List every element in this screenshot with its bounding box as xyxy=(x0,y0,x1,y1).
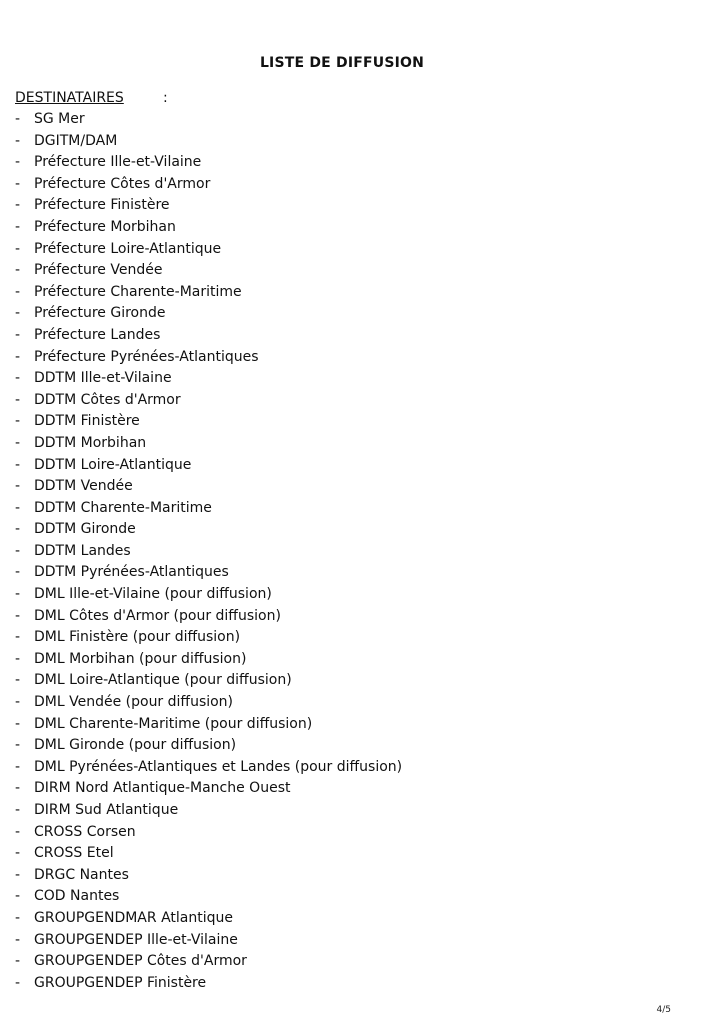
recipient-name: DML Morbihan (pour diffusion) xyxy=(34,650,247,667)
list-bullet: - xyxy=(15,499,21,516)
recipient-name: DML Charente-Maritime (pour diffusion) xyxy=(34,715,313,732)
list-bullet: - xyxy=(15,262,21,279)
list-bullet: - xyxy=(15,218,21,235)
page-number: 4/5 xyxy=(656,1005,671,1015)
list-bullet: - xyxy=(15,888,21,905)
list-bullet: - xyxy=(15,413,21,430)
list-bullet: - xyxy=(15,564,21,581)
recipient-name: DRGC Nantes xyxy=(34,866,129,883)
recipient-name: Préfecture Charente-Maritime xyxy=(34,283,242,300)
recipient-name: Préfecture Vendée xyxy=(34,262,163,279)
list-bullet: - xyxy=(15,780,21,797)
list-bullet: - xyxy=(15,542,21,559)
recipient-name: DML Gironde (pour diffusion) xyxy=(34,737,237,754)
recipient-name: COD Nantes xyxy=(34,888,120,905)
recipient-name: GROUPGENDEP Finistère xyxy=(34,974,207,991)
recipient-name: Préfecture Finistère xyxy=(34,197,170,214)
list-bullet: - xyxy=(15,694,21,711)
recipient-name: Préfecture Pyrénées-Atlantiques xyxy=(34,348,259,365)
recipient-name: DIRM Nord Atlantique-Manche Ouest xyxy=(34,780,291,797)
list-bullet: - xyxy=(15,521,21,538)
list-bullet: - xyxy=(15,478,21,495)
recipient-name: CROSS Etel xyxy=(34,845,114,862)
recipient-name: DDTM Ille-et-Vilaine xyxy=(34,370,172,387)
list-bullet: - xyxy=(15,111,21,127)
recipient-name: Préfecture Gironde xyxy=(34,305,166,322)
list-bullet: - xyxy=(15,391,21,408)
list-bullet: - xyxy=(15,953,21,970)
list-bullet: - xyxy=(15,607,21,624)
page-title: LISTE DE DIFFUSION xyxy=(259,55,425,71)
list-bullet: - xyxy=(15,326,21,343)
list-bullet: - xyxy=(15,758,21,775)
recipient-name: Préfecture Morbihan xyxy=(34,218,176,235)
list-bullet: - xyxy=(15,283,21,300)
recipient-name: DDTM Finistère xyxy=(34,413,140,430)
recipient-name: Préfecture Côtes d'Armor xyxy=(34,175,211,192)
list-bullet: - xyxy=(15,802,21,818)
recipient-name: DDTM Gironde xyxy=(34,521,136,538)
recipient-name: DML Ille-et-Vilaine (pour diffusion) xyxy=(34,586,272,603)
list-bullet: - xyxy=(15,845,21,862)
list-bullet: - xyxy=(15,672,21,689)
list-bullet: - xyxy=(15,154,21,171)
list-bullet: - xyxy=(15,456,21,473)
recipient-name: GROUPGENDMAR Atlantique xyxy=(34,909,233,926)
recipients-colon: : xyxy=(163,90,168,106)
recipient-name: DML Pyrénées-Atlantiques et Landes (pour diffusion) xyxy=(34,758,403,775)
recipient-name: DDTM Loire-Atlantique xyxy=(34,456,192,473)
list-bullet: - xyxy=(15,175,21,192)
list-bullet: - xyxy=(15,586,21,603)
list-bullet: - xyxy=(15,240,21,257)
recipient-name: GROUPGENDEP Ille-et-Vilaine xyxy=(34,931,238,948)
recipient-name: DDTM Landes xyxy=(34,542,131,559)
list-bullet: - xyxy=(15,434,21,451)
recipient-name: DML Côtes d'Armor (pour diffusion) xyxy=(34,607,281,624)
recipients-label: DESTINATAIRES xyxy=(15,90,124,106)
list-bullet: - xyxy=(15,823,21,840)
recipient-name: DML Finistère (pour diffusion) xyxy=(34,629,241,646)
recipient-name: DDTM Morbihan xyxy=(34,434,147,451)
recipient-name: DGITM/DAM xyxy=(34,132,118,149)
list-bullet: - xyxy=(15,715,21,732)
recipient-name: DDTM Charente-Maritime xyxy=(34,499,212,516)
list-bullet: - xyxy=(15,909,21,926)
recipient-name: DDTM Côtes d'Armor xyxy=(34,391,181,408)
recipients-heading xyxy=(15,89,168,107)
recipient-name: CROSS Corsen xyxy=(34,823,136,840)
list-bullet: - xyxy=(15,348,21,365)
list-bullet: - xyxy=(15,629,21,646)
recipient-name: DDTM Pyrénées-Atlantiques xyxy=(34,564,229,581)
list-bullet: - xyxy=(15,132,21,149)
recipient-name: SG Mer xyxy=(34,111,85,127)
list-bullet: - xyxy=(15,305,21,322)
recipient-name: GROUPGENDEP Côtes d'Armor xyxy=(34,953,247,970)
recipient-name: Préfecture Landes xyxy=(34,326,161,343)
recipient-name: DML Vendée (pour diffusion) xyxy=(34,694,234,711)
recipient-name: DML Loire-Atlantique (pour diffusion) xyxy=(34,672,292,689)
list-bullet: - xyxy=(15,974,21,991)
recipient-name: Préfecture Loire-Atlantique xyxy=(34,240,222,257)
list-bullet: - xyxy=(15,370,21,387)
list-bullet: - xyxy=(15,650,21,667)
list-bullet: - xyxy=(15,737,21,754)
recipient-name: DIRM Sud Atlantique xyxy=(34,802,179,818)
list-bullet: - xyxy=(15,866,21,883)
list-bullet: - xyxy=(15,931,21,948)
recipient-name: Préfecture Ille-et-Vilaine xyxy=(34,154,202,171)
recipient-name: DDTM Vendée xyxy=(34,478,133,495)
list-bullet: - xyxy=(15,197,21,214)
